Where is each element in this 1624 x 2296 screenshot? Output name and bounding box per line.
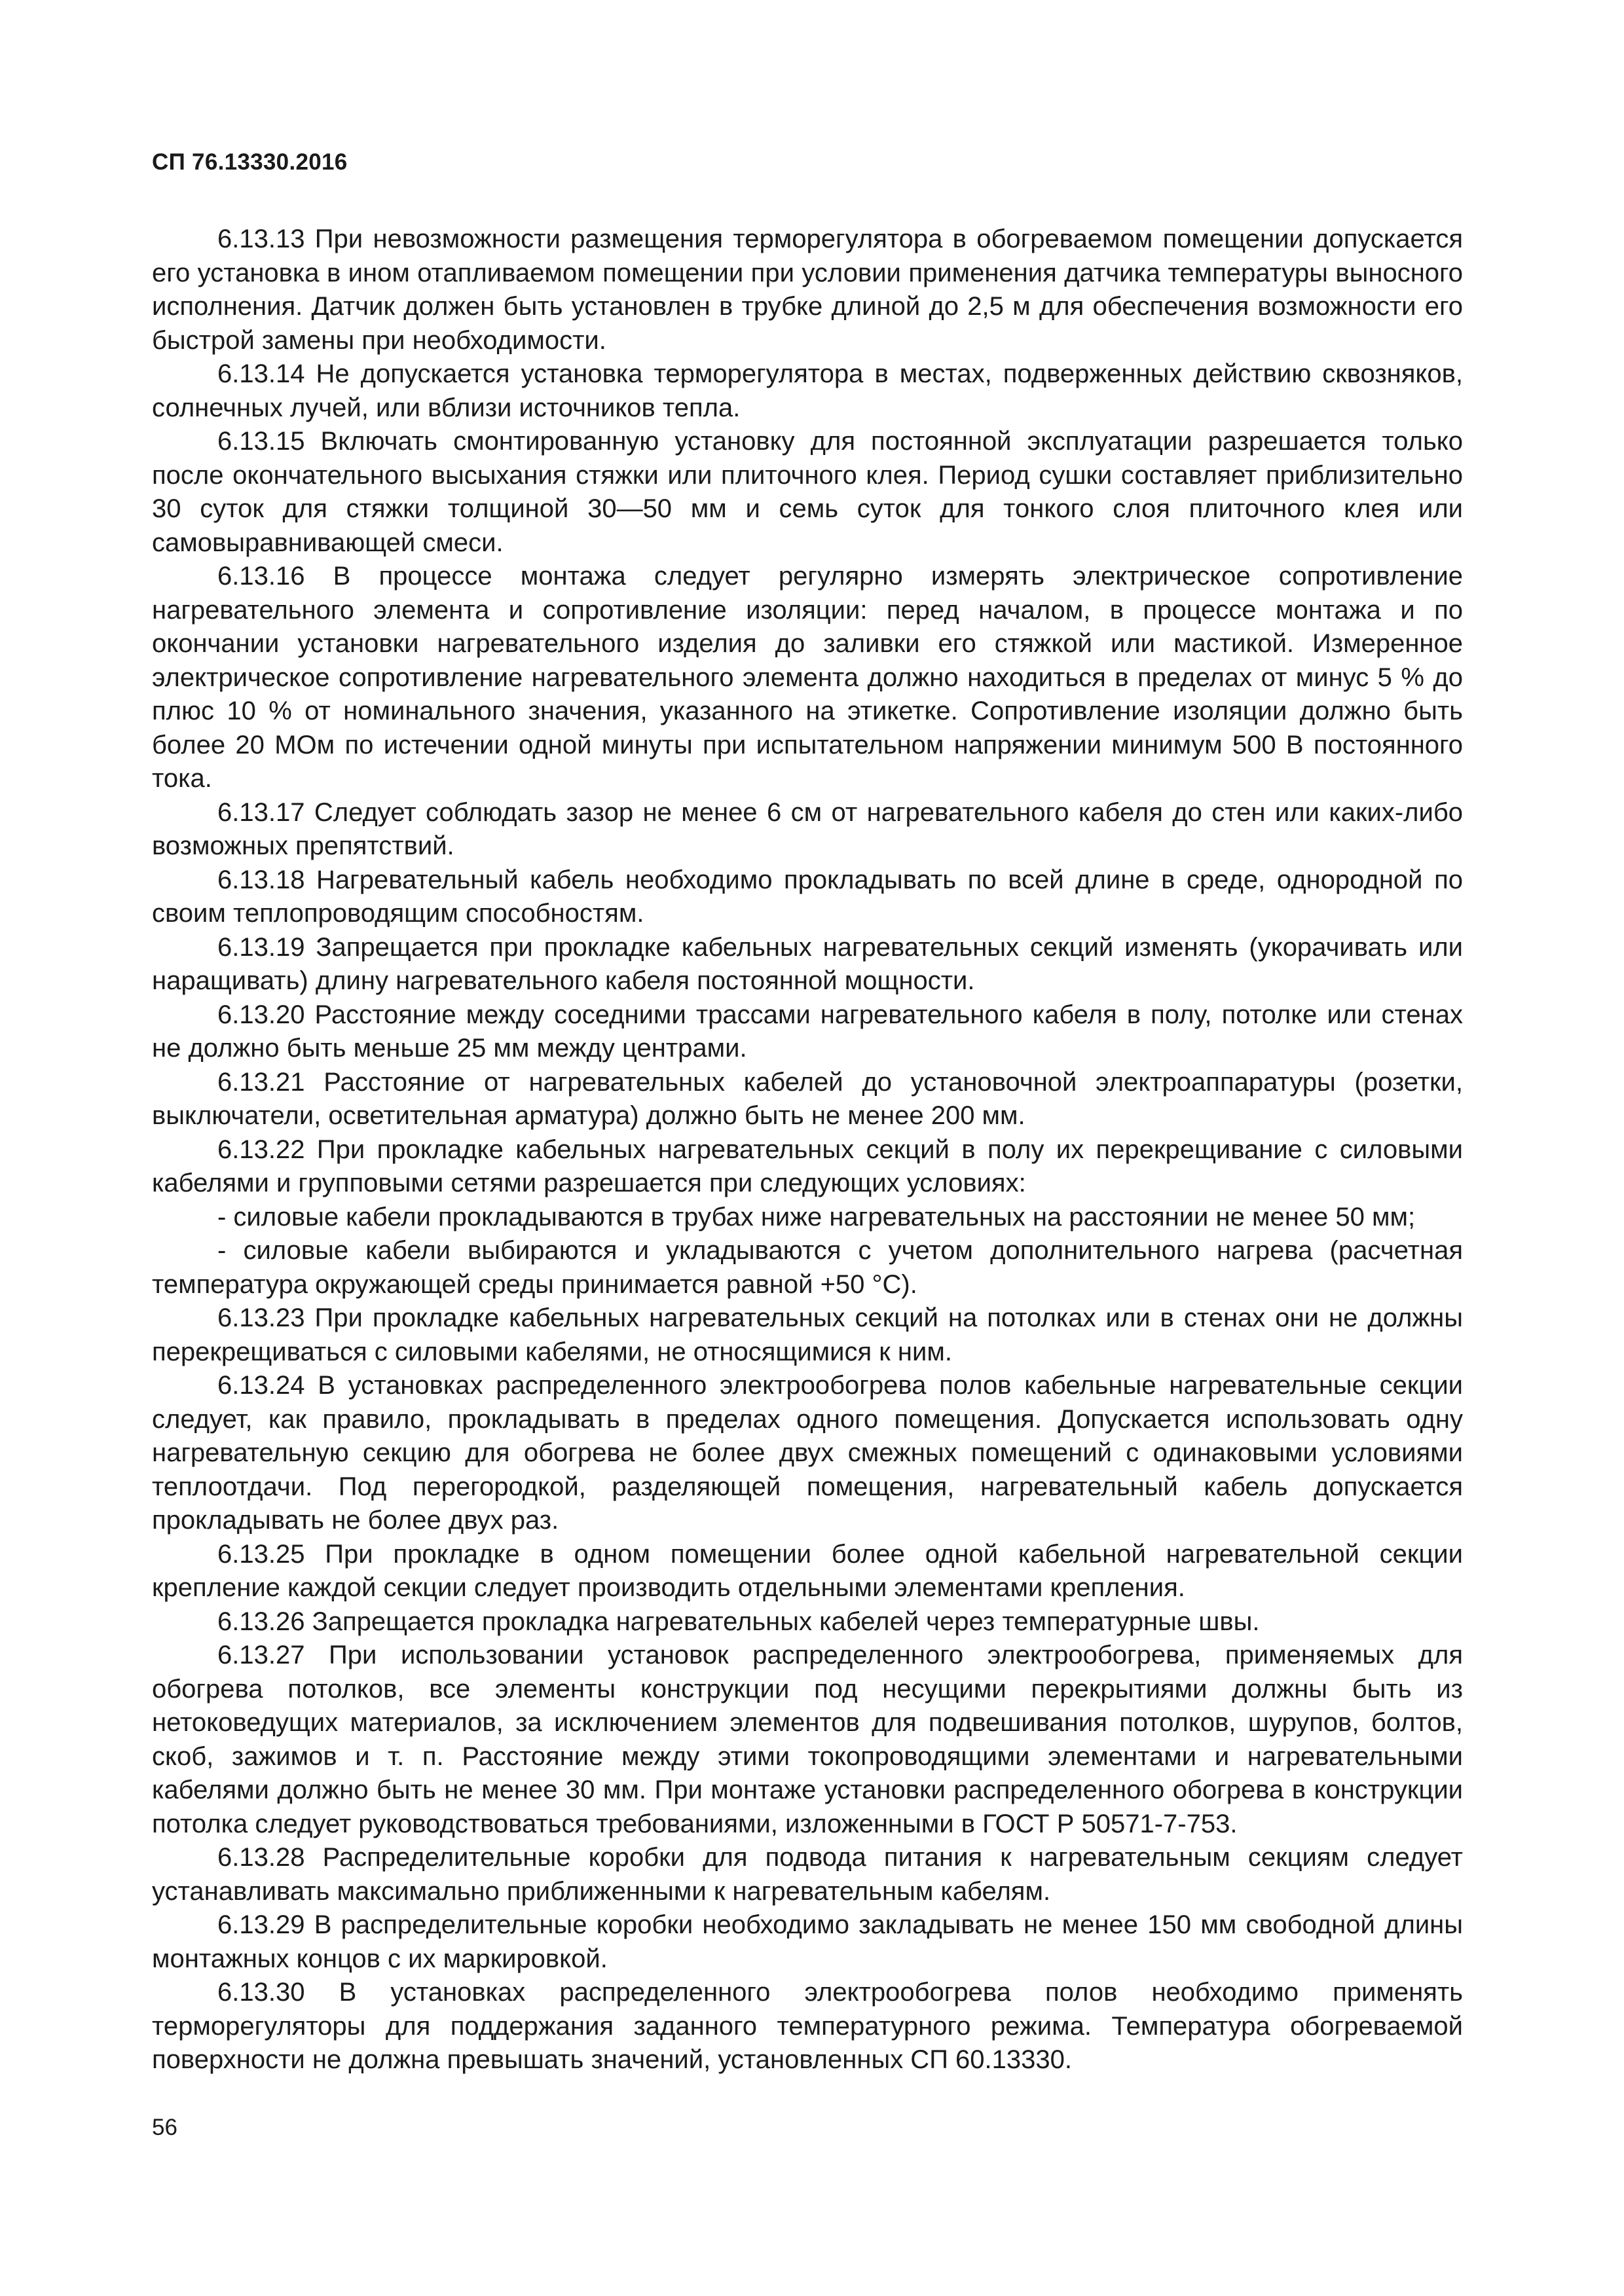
- paragraph: 6.13.22 При прокладке кабельных нагревательных секций в полу их перекрещивание с силовыми кабелями и групповыми сетями разрешается при следующих условиях:: [152, 1135, 1463, 1197]
- document-header: СП 76.13330.2016: [152, 149, 348, 175]
- paragraph: 6.13.20 Расстояние между соседними трассами нагревательного кабеля в полу, потолке или стенах не должно быть меньше 25 мм между центрами.: [152, 1000, 1463, 1063]
- paragraph: 6.13.27 При использовании установок распределенного электрообогрева, применяемых для обогрева потолков, все элементы конструкции под несущими перекрытиями должны быть из нетоковедущих материалов, за исключением элементов для подвешивания потолков, шурупов, болтов, скоб, зажимов и т. п. Расстояние между этими токопроводящими элементами и нагревательными кабелями должно быть не менее 30 мм. При монтаже установки распределенного обогрева в конструкции потолка следует руководствоваться требованиями, изложенными в ГОСТ Р 50571-7-753.: [152, 1641, 1463, 1838]
- paragraph: 6.13.21 Расстояние от нагревательных кабелей до установочной электроаппаратуры (розетки, выключатели, осветительная арматура) должно быть не менее 200 мм.: [152, 1067, 1463, 1130]
- paragraph: 6.13.29 В распределительные коробки необходимо закладывать не менее 150 мм свободной длины монтажных концов с их маркировкой.: [152, 1910, 1463, 1973]
- paragraph: 6.13.30 В установках распределенного электрообогрева полов необходимо применять терморегуляторы для поддержания заданного температурного режима. Температура обогреваемой поверхности не должна превышать значений, установленных СП 60.13330.: [152, 1978, 1463, 2074]
- paragraph: 6.13.28 Распределительные коробки для подвода питания к нагревательным секциям следует устанавливать максимально приближенными к нагревательным кабелям.: [152, 1843, 1463, 1906]
- paragraph: 6.13.18 Нагревательный кабель необходимо прокладывать по всей длине в среде, однородной по своим теплопроводящим способностям.: [152, 865, 1463, 928]
- paragraph: 6.13.16 В процессе монтажа следует регулярно измерять электрическое сопротивление нагревательного элемента и сопротивление изоляции: перед началом, в процессе монтажа и по окончании установки нагревательного изделия до заливки его стяжкой или мастикой. Измеренное электрическое сопротивление нагревательного элемента должно находиться в пределах от минус 5 % до плюс 10 % от номинального значения, указанного на этикетке. Сопротивление изоляции должно быть более 20 МОм по истечении одной минуты при испытательном напряжении минимум 500 В постоянного тока.: [152, 562, 1463, 793]
- paragraph: 6.13.14 Не допускается установка терморегулятора в местах, подверженных действию сквозняков, солнечных лучей, или вблизи источников тепла.: [152, 359, 1463, 422]
- document-body: [152, 223, 1463, 2077]
- list-item: - силовые кабели выбираются и укладываются с учетом дополнительного нагрева (расчетная температура окружающей среды принимается равной +50 °С).: [152, 1236, 1463, 1299]
- paragraph: 6.13.26 Запрещается прокладка нагревательных кабелей через температурные швы.: [217, 1607, 1260, 1636]
- paragraph: 6.13.17 Следует соблюдать зазор не менее 6 см от нагревательного кабеля до стен или каких-либо возможных препятствий.: [152, 797, 1463, 860]
- paragraph: 6.13.13 При невозможности размещения терморегулятора в обогреваемом помещении допускается его установка в ином отапливаемом помещении при условии применения датчика температуры выносного исполнения. Датчик должен быть установлен в трубке длиной до 2,5 м для обеспечения возможности его быстрой замены при необходимости.: [152, 225, 1463, 355]
- paragraph: 6.13.24 В установках распределенного электрообогрева полов кабельные нагревательные секции следует, как правило, прокладывать в пределах одного помещения. Допускается использовать одну нагревательную секцию для обогрева не более двух смежных помещений с одинаковыми условиями теплоотдачи. Под перегородкой, разделяющей помещения, нагревательный кабель допускается прокладывать не более двух раз.: [152, 1371, 1463, 1535]
- page-number: 56: [152, 2115, 177, 2140]
- paragraph: 6.13.15 Включать смонтированную установку для постоянной эксплуатации разрешается только после окончательного высыхания стяжки или плиточного клея. Период сушки составляет приблизительно 30 суток для стяжки толщиной 30—50 мм и семь суток для тонкого слоя плиточного клея или самовыравнивающей смеси.: [152, 427, 1463, 557]
- paragraph: 6.13.19 Запрещается при прокладке кабельных нагревательных секций изменять (укорачивать или наращивать) длину нагревательного кабеля постоянной мощности.: [152, 932, 1463, 995]
- paragraph: 6.13.25 При прокладке в одном помещении более одной кабельной нагревательной секции крепление каждой секции следует производить отдельными элементами крепления.: [152, 1539, 1463, 1602]
- paragraph: 6.13.23 При прокладке кабельных нагревательных секций на потолках или в стенах они не должны перекрещиваться с силовыми кабелями, не относящимися к ним.: [152, 1303, 1463, 1366]
- list-item: - силовые кабели прокладываются в трубах ниже нагревательных на расстоянии не менее 50 мм;: [217, 1202, 1416, 1231]
